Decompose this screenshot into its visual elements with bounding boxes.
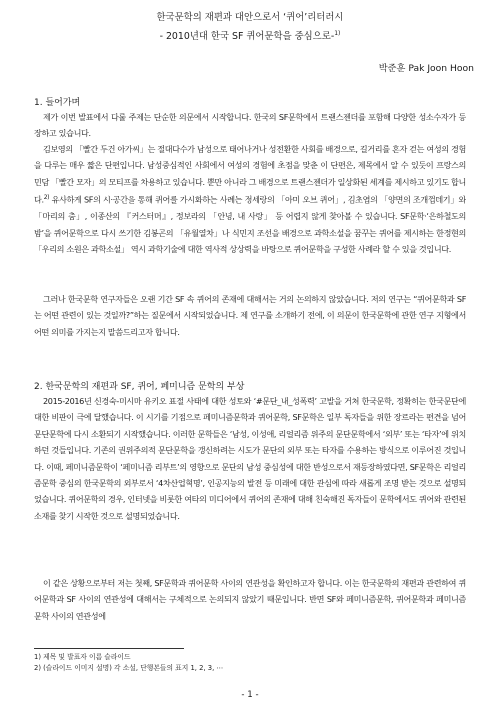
paragraph-text-continued: 유사하게 SF의 시·공간을 통해 퀴어를 가시화하는 사례는 정세랑의 「아미 오브 퀴어」, 김초엽의 「양면의 조개껍데기」와 「마리의 춤」, 이종산의 『커스터머』, 정보라의 「안녕, 내 사랑」 등 어렵지 않게 찾아볼 수 있습니다. SF문학·‘은하철도의 밤’을 퀴어문학으로 다시 쓰기한 김봉곤의 「유월열차」나 식민지 조선을 배경으로 과학소설을 꿈꾸는 퀴어를 제시하는 한정현의 「우리의 소원은 과학소설」 역시 과학기술에 대한 역사적 상상력을 바탕으로 퀴어문학을 구성한 사례라 할 수 있을 것입니다.: [34, 194, 466, 255]
page-number: - 1 -: [241, 690, 259, 700]
section2-paragraph-2: 이 같은 상황으로부터 저는 첫째, SF문학과 퀴어문학 사이의 연관성을 확인하고자 합니다. 이는 한국문학의 재편과 관련하여 퀴어문학과 SF 사이의 연관성에 대해서는 구체적으로 논의되지 않았기 때문입니다. 반면 SF와 페미니즘문학, 퀴어문학과 페미니즘문학 사이의 연관성에: [34, 578, 466, 621]
section2-paragraph-1: 2015-2016년 신경숙-미시마 유키오 표절 사태에 대한 성토와 ‘#문단_내_성폭력’ 고발을 거쳐 한국문학, 정확히는 한국문단에 대한 비판이 극에 달했습니다. 이 시기를 기점으로 페미니즘문학과 퀴어문학, SF문학은 일부 독자들을 위한 장르라는 편견을 넘어 문단문학에 다시 소환되기 시작했습니다. 이러한 문학들은 ‘남성, 이성애, 리얼리즘 위주의 문단문학에서 ‘외부’ 또는 ‘타자’에 위치하던 것들입니다. 기존의 권위주의적 문단문학을 갱신하려는 시도가 문단의 외부 또는 타자를 수용하는 방식으로 이루어진 것입니다. 이때, 페미니즘문학이 ‘페미니즘 리부트’의 영향으로 문단의 남성 중심성에 대한 반성으로서 재등장하였다면, SF문학은 리얼리즘문학 중심의 한국문학의 외부로서 ‘4차산업혁명’, 인공지능의 발전 등 미래에 대한 관심에 따라 새롭게 조명 받는 것으로 설명되었습니다. 퀴어문학의 경우, 인터넷을 비롯한 여타의 미디어에서 퀴어의 존재에 대해 친숙해진 독자들이 문학에서도 퀴어와 관련된 소재를 찾기 시작한 것으로 설명되었습니다.: [34, 396, 466, 521]
footnote-mark-2: 2): [43, 194, 50, 202]
section1-paragraph-2: [34, 141, 466, 290]
subtitle-text: - 2010년대 한국 SF 퀴어문학을 중심으로-: [159, 31, 335, 43]
section1-heading: 1. 들어가며: [34, 98, 81, 108]
footnotes: [34, 652, 223, 674]
paragraph-text: 김보영의 「빨간 두건 아가씨」는 절대다수가 남성으로 태어나거나 성전환한 사회를 배경으로, 길거리를 혼자 걷는 여성의 경험을 다루는 매우 짧은 단편입니다. 남성중심적인 사회에서 여성의 경험에 초점을 맞춘 이 단편은, 제목에서 알 수 있듯이 프랑스의 민담 「빨간 모자」의 모티프를 차용하고 있습니다. 뿐만 아니라 그 배경으로 트랜스젠더가 일상화된 세계를 제시하고 있기도 합니다.: [34, 144, 466, 205]
title-block: [0, 10, 500, 45]
page-title: 한국문학의 재편과 대안으로서 ‘퀴어’리터러시: [156, 12, 344, 23]
section1-paragraph-3: 그러나 한국문학 연구자들은 오랜 기간 SF 속 퀴어의 존재에 대해서는 거의 논의하지 않았습니다. 저의 연구는 “퀴어문학과 SF는 어떤 관련이 있는 것일까?”하는 질문에서 시작되었습니다. 제 연구를 소개하기 전에, 이 의문이 한국문학에 관한 연구 지형에서 어떤 의미를 가지는지 말씀드리고자 합니다.: [34, 294, 466, 337]
page-subtitle: [0, 26, 500, 45]
footnote-divider: [34, 648, 184, 649]
section2-heading: 2. 한국문학의 재편과 SF, 퀴어, 페미니즘 문학의 부상: [34, 382, 245, 392]
section1-paragraph-1: 제가 이번 발표에서 다룰 주제는 단순한 의문에서 시작합니다. 한국의 SF문학에서 트랜스젠더를 포함해 다양한 성소수자가 등장하고 있습니다.: [34, 112, 466, 139]
footnote-1: 1) 제목 및 발표자 이름 슬라이드: [34, 653, 131, 661]
author-name: 박준훈 Pak Joon Hoon: [378, 63, 474, 74]
title-footnote-mark: 1): [334, 30, 341, 37]
footnote-2: 2) (슬라이드 이미지 설명) 각 소설, 단행본들의 표지 1, 2, 3, ⋯: [34, 664, 224, 672]
